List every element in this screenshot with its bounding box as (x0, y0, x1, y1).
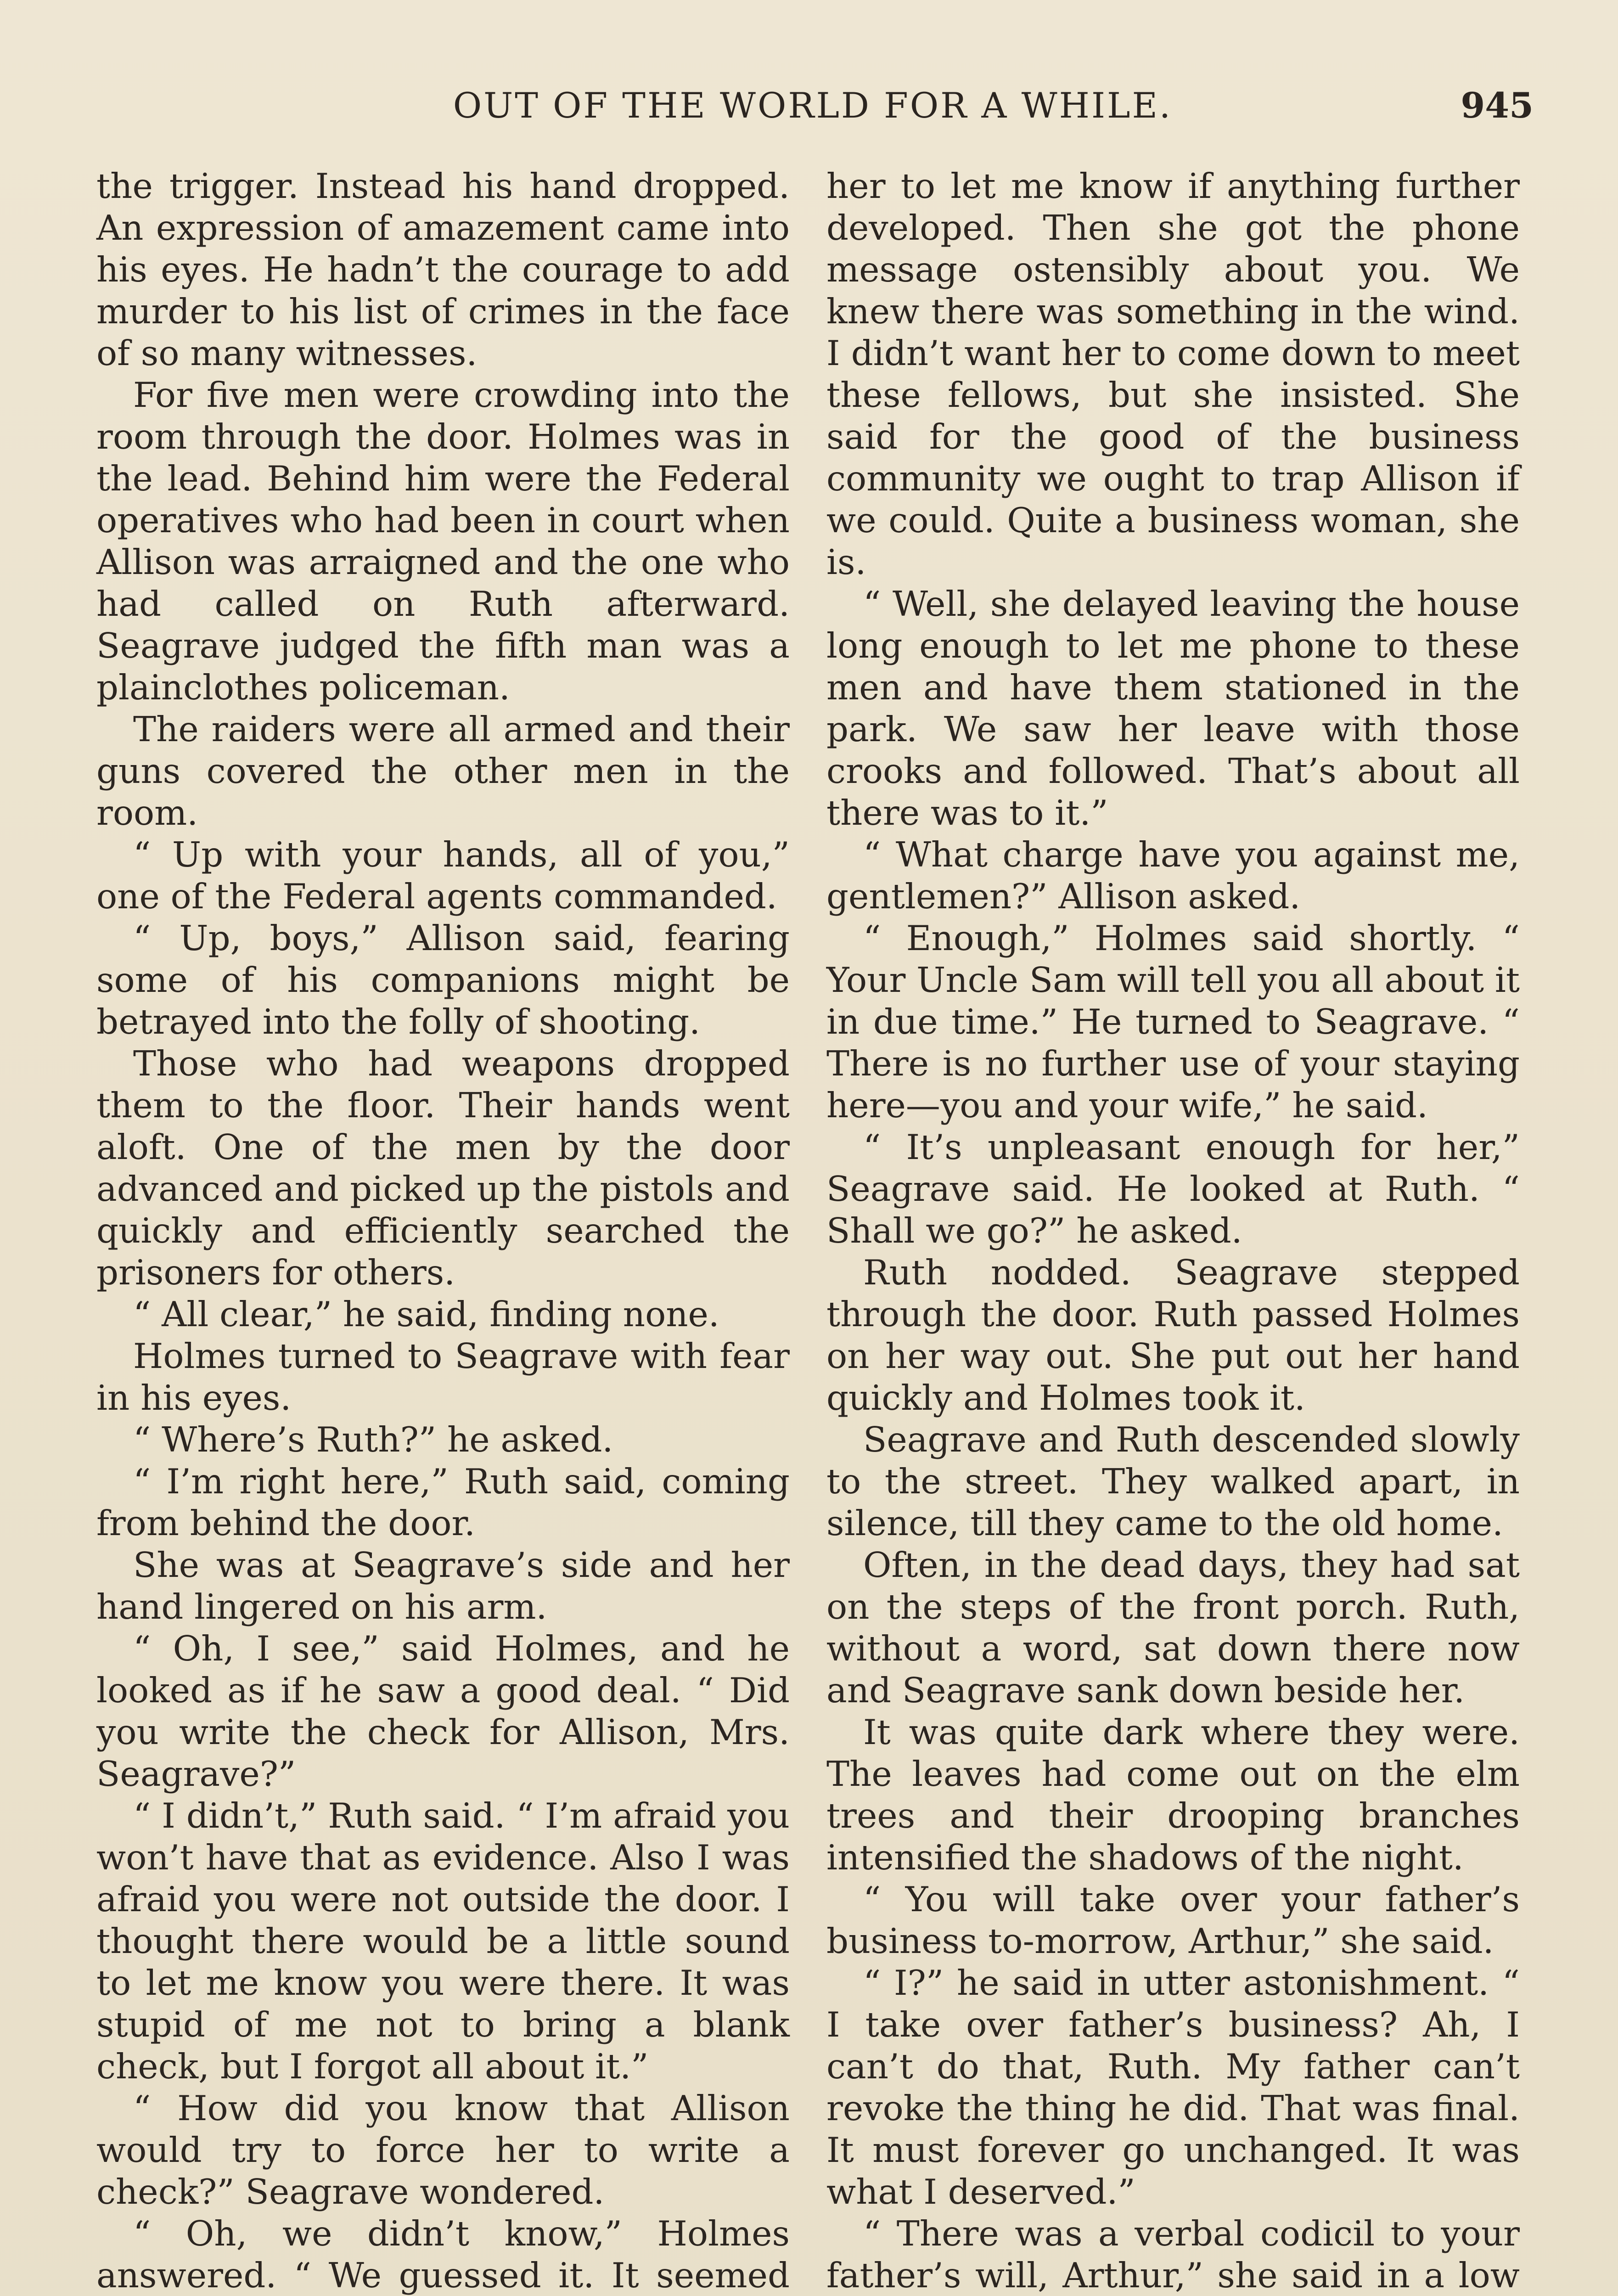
running-head (92, 78, 1534, 133)
paragraph: “ Enough,” Holmes said shortly. “ Your Uncle Sam will tell you all about it in due time.” He turned to Seagrave. “ There is no further use of your staying here—you and your wife,” he said. (826, 918, 1520, 1125)
paragraph: “ There was a verbal codicil to your father’s will, Arthur,” she said in a low (826, 2213, 1520, 2296)
paragraph: Those who had weapons dropped them to the floor. Their hands went aloft. One of the men by the door advanced and picked up the pistols and quickly and efficiently searched the prisoners for others. (96, 1043, 790, 1293)
paragraph: “ Oh, I see,” said Holmes, and he looked as if he saw a good deal. “ Did you write the check for Allison, Mrs. Seagrave?” (96, 1628, 790, 1794)
paragraph: the trigger. Instead his hand dropped. An expression of amazement came into his eyes. He hadn’t the courage to add murder to his list of crimes in the face of so many witnesses. (96, 166, 790, 373)
paragraph: “ What charge have you against me, gentlemen?” Allison asked. (826, 834, 1520, 917)
paragraph: Ruth nodded. Seagrave stepped through the door. Ruth passed Holmes on her way out. She put out her hand quickly and Holmes took it. (826, 1252, 1520, 1418)
paragraph: She was at Seagrave’s side and her hand lingered on his arm. (96, 1545, 790, 1627)
paragraph: “ You will take over your father’s business to-morrow, Arthur,” she said. (826, 1879, 1520, 1961)
right-column (826, 165, 1520, 2296)
paragraph: “ I didn’t,” Ruth said. “ I’m afraid you won’t have that as evidence. Also I was afraid you were not outside the door. I thought there would be a little sound to let me know you were there. It was stupid of me not to bring a blank check, but I forgot all about it.” (96, 1795, 790, 2087)
paragraph: “ How did you know that Allison would try to force her to write a check?” Seagrave wondered. (96, 2088, 790, 2212)
paragraph: Often, in the dead days, they had sat on the steps of the front porch. Ruth, without a word, sat down there now and Seagrave sank down beside her. (826, 1545, 1520, 1711)
paragraph: Holmes turned to Seagrave with fear in his eyes. (96, 1336, 790, 1418)
paragraph: “ All clear,” he said, finding none. (133, 1294, 719, 1334)
paragraph: Seagrave and Ruth descended slowly to the street. They walked apart, in silence, till they came to the old home. (826, 1419, 1520, 1543)
paragraph: It was quite dark where they were. The leaves had come out on the elm trees and their drooping branches intensified the shadows of the night. (826, 1712, 1520, 1878)
paragraph: “ Where’s Ruth?” he asked. (133, 1419, 613, 1460)
paragraph: “ It’s unpleasant enough for her,” Seagrave said. He looked at Ruth. “ Shall we go?” he asked. (826, 1127, 1520, 1251)
paragraph: The raiders were all armed and their guns covered the other men in the room. (96, 709, 790, 833)
paragraph: “ Oh, we didn’t know,” Holmes answered. “ We guessed it. It seemed (96, 2213, 790, 2296)
paragraph: her to let me know if anything further developed. Then she got the phone message ostensibly about you. We knew there was something in the wind. I didn’t want her to come down to meet these fellows, but she insisted. She said for the good of the business community we ought to trap Allison if we could. Quite a business woman, she is. (826, 166, 1520, 582)
paragraph: “ Up, boys,” Allison said, fearing some of his companions might be betrayed into the folly of shooting. (96, 918, 790, 1042)
paragraph: “ Well, she delayed leaving the house long enough to let me phone to these men and have them stationed in the park. We saw her leave with those crooks and followed. That’s about all there was to it.” (826, 584, 1520, 833)
paragraph: For five men were crowding into the room through the door. Holmes was in the lead. Behind him were the Federal operatives who had been in court when Allison was arraigned and the one who had called on Ruth afterward. Seagrave judged the fifth man was a plainclothes policeman. (96, 375, 790, 708)
paragraph: “ Up with your hands, all of you,” one of the Federal agents commanded. (96, 834, 790, 917)
page-number: 945 (1461, 85, 1534, 126)
running-title: OUT OF THE WORLD FOR A WHILE. (453, 85, 1173, 126)
paragraph: “ I?” he said in utter astonishment. “ I take over father’s business? Ah, I can’t do that, Ruth. My father can’t revoke the thing he did. That was final. It must forever go unchanged. It was what I deserved.” (826, 1963, 1520, 2212)
left-column (96, 165, 790, 2296)
paragraph: “ I’m right here,” Ruth said, coming from behind the door. (96, 1461, 790, 1543)
